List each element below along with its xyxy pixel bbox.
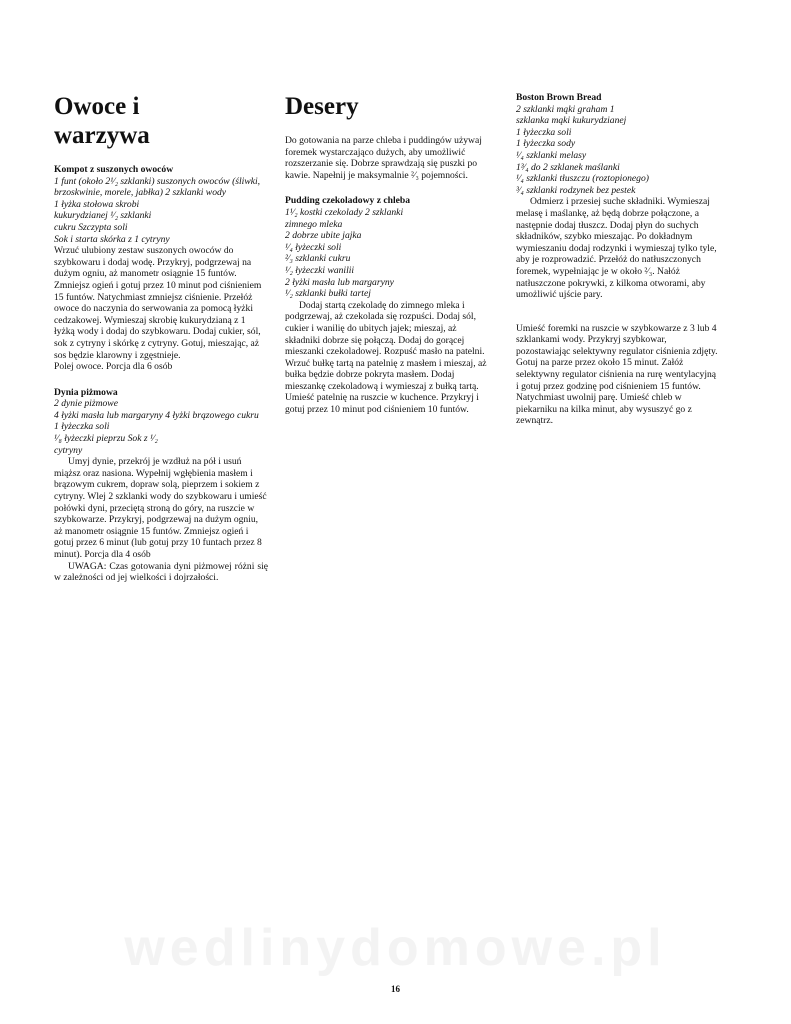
ingredient-line: 1 funt (około 2¹⁄₂ szklanki) suszonych owoców (śliwki, brzoskwinie, morele, jabłka) 2 szklanki wody bbox=[54, 175, 261, 199]
ingredient-line: 1 łyżeczka soli bbox=[54, 421, 110, 433]
section-heading-fruits-vegetables bbox=[54, 92, 268, 150]
ingredient-line: 1¹⁄₂ kostki czekolady 2 szklanki bbox=[285, 206, 404, 218]
ingredient-line: ³⁄₄ szklanki rodzynek bez pestek bbox=[516, 184, 636, 196]
ingredient-line: 1³⁄₄ do 2 szklanek maślanki bbox=[516, 161, 620, 173]
heading-line-1: Owoce i bbox=[54, 93, 140, 120]
ingredient-line: 1 łyżeczka soli bbox=[516, 126, 572, 138]
recipe-instructions-boston-bread-steaming: Umieść foremki na ruszcie w szybkowarze z 3 lub 4 szklankami wody. Przykryj szybkowar, pozostawiając selektywny regulator ciśnienia zdjęty. Gotuj na parze przez około 15 minut. Załóż selektywny regulator ciśnienia na rurę wentylacyjną i gotuj przez godzinę pod ciśnieniem 15 funtów. Natychmiast uwolnij parę. Umieść chleb w piekarniku na kilka minut, aby wysuszyć go z zewnątrz. bbox=[516, 322, 718, 427]
ingredient-list-pudding bbox=[285, 207, 492, 300]
recipe-instructions-kompot: Wrzuć ulubiony zestaw suszonych owoców do szybkowaru i dodaj wodę. Przykryj, podgrzewaj na dużym ogniu, aż manometr osiągnie 15 funtów. Zmniejsz ogień i gotuj przez 10 minut pod ciśnieniem 15 funtów. Natychmiast zmniejsz ciśnienie. Przełóż owoce do naczynia do serwowania za pomocą łyżki cedzakowej. Wymieszaj skrobię kukurydzianą z 1 łyżką wody i dodaj do szybkowaru. Dodaj cukier, sól, sok z cytryny i skórkę z cytryny. Gotuj, mieszając, aż sos będzie klarowny i zgęstnieje. bbox=[54, 245, 262, 361]
section-heading-desery: Desery bbox=[285, 93, 359, 120]
ingredient-line: ¹⁄₄ łyżeczki soli bbox=[285, 241, 342, 253]
ingredient-line: cytryny bbox=[54, 444, 83, 456]
ingredient-line: 1 łyżka stołowa skrobi bbox=[54, 198, 140, 210]
recipe-instructions-boston-bread: Odmierz i przesiej suche składniki. Wymieszaj melasę i maślankę, aż będą dobrze połączone, a następnie dodaj tłuszcz. Dodaj płyn do suchych składników, szybko mieszając. Po dokładnym wymieszaniu dodaj rodzynki i wymieszaj tylko tyle, aby je rozprowadzić. Przełóż do natłuszczonych foremek, wypełniając je w około ²⁄₃. Nałóż natłuszczone pokrywki, z kilkoma otworami, aby umożliwić ujście pary. bbox=[516, 196, 717, 301]
column-middle bbox=[285, 92, 492, 416]
ingredient-list-dynia bbox=[54, 398, 268, 456]
ingredient-line: 2 szklanki mąki graham 1 bbox=[516, 103, 615, 115]
ingredient-line: ¹⁄₂ szklanki bułki tartej bbox=[285, 288, 371, 300]
ingredient-line: ¹⁄₄ szklanki melasy bbox=[516, 149, 587, 161]
recipe-instructions-pudding: Dodaj startą czekoladę do zimnego mleka i podgrzewaj, aż czekolada się rozpuści. Dodaj sól, cukier i wanilię do ubitych jajek; mieszaj, aż składniki dobrze się połączą. Dodaj do gorącej mieszanki czekoladowej. Rozpuść masło na patelni. Wrzuć bułkę tartą na patelnię z masłem i mieszaj, aż bułka będzie dobrze pokryta masłem. Dodaj mieszankę czekoladową i wymieszaj z bułką tartą. Umieść patelnię na ruszcie w kuchence. Przykryj i gotuj przez 10 minut pod ciśnieniem 10 funtów. bbox=[285, 299, 487, 416]
ingredient-line: 1 łyżeczka sody bbox=[516, 138, 576, 150]
ingredient-line: 2 dobrze ubite jajka bbox=[285, 230, 362, 242]
column-left bbox=[54, 92, 268, 584]
ingredient-line: ¹⁄₂ łyżeczki wanilii bbox=[285, 264, 355, 276]
recipe-serving-kompot: Polej owoce. Porcja dla 6 osób bbox=[54, 361, 173, 373]
watermark-text: wedlinydomowe.pl bbox=[124, 919, 667, 977]
desery-intro: Do gotowania na parze chleba i puddingów używaj foremek wystarczająco dużych, aby umożliwić rozszerzanie się. Dobrze sprawdzają się puszki po kawie. Napełnij je maksymalnie ²⁄₃ pojemności. bbox=[285, 135, 482, 181]
heading-line-2: warzywa bbox=[54, 122, 150, 149]
ingredient-line: 2 dynie piżmowe bbox=[54, 398, 118, 410]
recipe-note-dynia: UWAGA: Czas gotowania dyni piżmowej różni się w zależności od jej wielkości i dojrzałości. bbox=[54, 560, 268, 584]
ingredient-line: 4 łyżki masła lub margaryny 4 łyżki brązowego cukru bbox=[54, 409, 259, 421]
ingredient-line: kukurydzianej ¹⁄₂ szklanki bbox=[54, 210, 152, 222]
ingredient-line: zimnego mleka bbox=[285, 218, 343, 230]
column-right bbox=[516, 92, 721, 427]
recipe-title-kompot: Kompot z suszonych owoców bbox=[54, 164, 174, 175]
ingredient-list-kompot bbox=[54, 176, 268, 246]
ingredient-line: ²⁄₃ szklanki cukru bbox=[285, 253, 351, 265]
ingredient-line: Sok i starta skórka z 1 cytryny bbox=[54, 233, 170, 245]
recipe-title-pudding: Pudding czekoladowy z chleba bbox=[285, 195, 410, 207]
ingredient-line: 2 łyżki masła lub margaryny bbox=[285, 276, 394, 288]
ingredient-line: cukru Szczypta soli bbox=[54, 221, 128, 233]
ingredient-line: ¹⁄₈ łyżeczki pieprzu Sok z ¹⁄₂ bbox=[54, 433, 158, 445]
ingredient-line: ¹⁄₄ szklanki tłuszczu (roztopionego) bbox=[516, 173, 649, 185]
ingredient-line: szklanka mąki kukurydzianej bbox=[516, 115, 627, 127]
recipe-instructions-dynia: Umyj dynie, przekrój je wzdłuż na pół i usuń miąższ oraz nasiona. Wypełnij wgłębienia masłem i brązowym cukrem, dopraw solą, pieprzem i sokiem z cytryny. Wlej 2 szklanki wody do szybkowaru i umieść połówki dyni, przeciętą stroną do góry, na ruszcie w szybkowarze. Przykryj, podgrzewaj na dużym ogniu, aż manometr osiągnie 15 funtów. Zmniejsz ogień i gotuj przez 6 minut (lub gotuj przy 10 funtach przez 8 minut). Porcja dla 4 osób bbox=[54, 456, 267, 560]
ingredient-list-boston-bread bbox=[516, 104, 721, 197]
recipe-title-boston-bread: Boston Brown Bread bbox=[516, 92, 602, 103]
recipe-title-dynia: Dynia piżmowa bbox=[54, 386, 118, 398]
page-number: 16 bbox=[391, 984, 400, 994]
